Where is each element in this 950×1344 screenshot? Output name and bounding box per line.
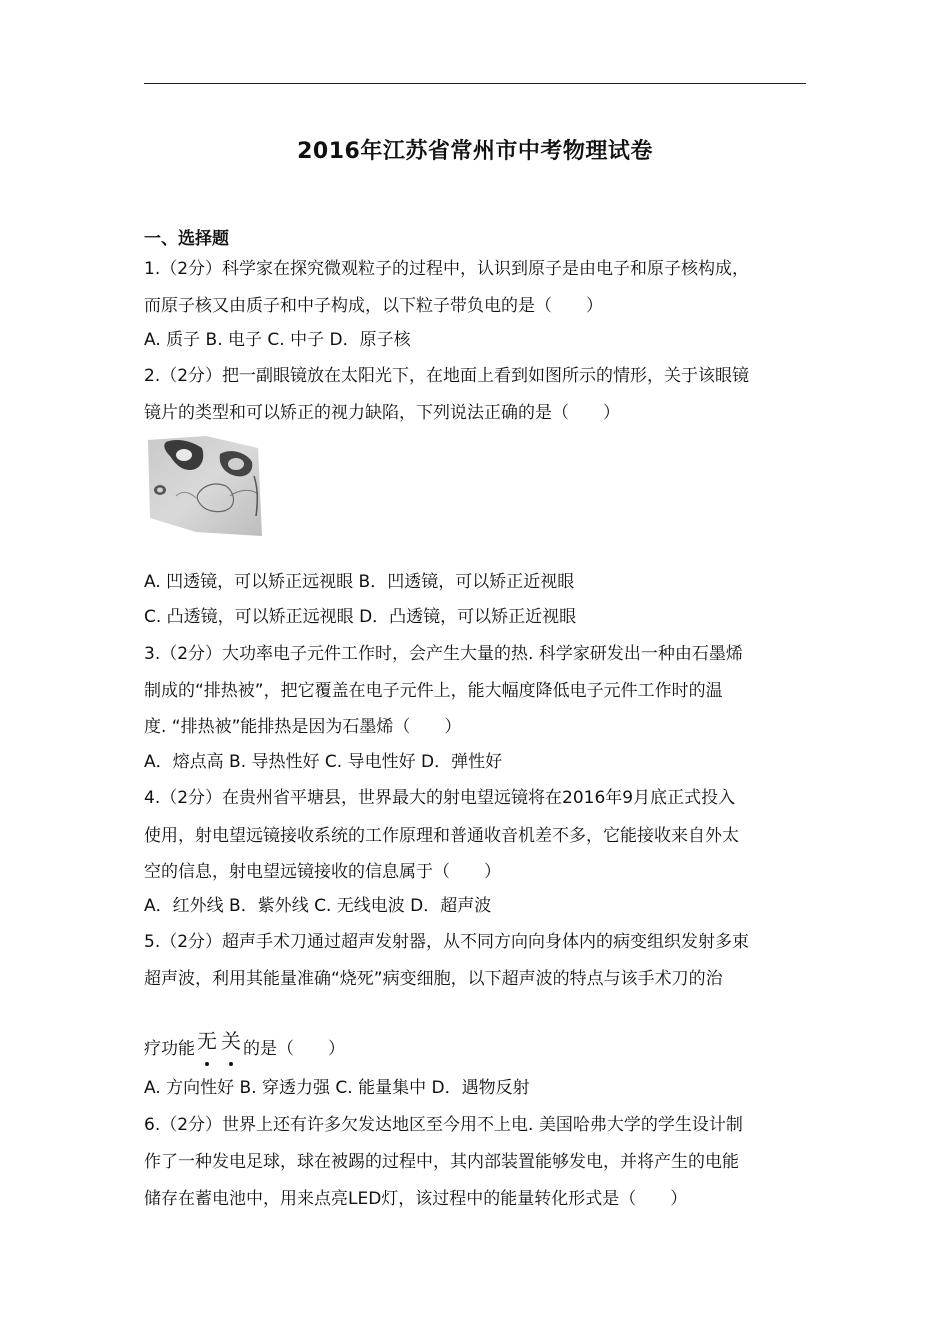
page-title: 2016年江苏省常州市中考物理试卷 xyxy=(297,139,653,164)
question-5-line-2: 超声波，利用其能量准确“烧死”病变细胞，以下超声波的特点与该手术刀的治 xyxy=(144,969,723,989)
question-5-line-1: 5.（2分）超声手术刀通过超声发射器，从不同方向向身体内的病变组织发射多束 xyxy=(144,932,750,952)
question-1-line-1: 1.（2分）科学家在探究微观粒子的过程中，认识到原子是由电子和原子核构成， xyxy=(144,259,750,279)
emphasis-dot xyxy=(229,1062,233,1066)
header-rule xyxy=(144,83,806,84)
emphasized-char-2: 关 xyxy=(221,1029,241,1053)
question-3-line-1: 3.（2分）大功率电子元件工作时，会产生大量的热. 科学家研发出一种由石墨烯 xyxy=(144,644,743,664)
question-6-line-2: 作了一种发电足球，球在被踢的过程中，其内部装置能够发电，并将产生的电能 xyxy=(144,1152,739,1172)
question-6-line-3: 储存在蓄电池中，用来点亮LED灯，该过程中的能量转化形式是（ ） xyxy=(144,1189,688,1209)
question-5-line-3 xyxy=(144,1030,809,1060)
emphasized-char-1: 无 xyxy=(197,1029,217,1053)
question-4-options: A．红外线 B．紫外线 C. 无线电波 D．超声波 xyxy=(144,896,492,916)
emphasized-word-1 xyxy=(197,1030,217,1052)
question-1-options: A. 质子 B. 电子 C. 中子 D．原子核 xyxy=(144,330,411,350)
question-3-line-2: 制成的“排热被”，把它覆盖在电子元件上，能大幅度降低电子元件工作时的温 xyxy=(144,681,723,701)
question-2-line-2: 镜片的类型和可以矫正的视力缺陷，下列说法正确的是（ ） xyxy=(144,403,620,423)
question-5-line-3-start: 疗功能 xyxy=(144,1039,195,1059)
question-2-line-1: 2.（2分）把一副眼镜放在太阳光下，在地面上看到如图所示的情形，关于该眼镜 xyxy=(144,366,750,386)
question-5-line-3-end: 的是（ ） xyxy=(243,1039,345,1059)
question-4-line-1: 4.（2分）在贵州省平塘县，世界最大的射电望远镜将在2016年9月底正式投入 xyxy=(144,788,736,808)
question-2-options-ab: A. 凹透镜，可以矫正远视眼 B．凹透镜，可以矫正近视眼 xyxy=(144,572,575,592)
question-5-options: A. 方向性好 B. 穿透力强 C. 能量集中 D．遇物反射 xyxy=(144,1078,530,1098)
glasses-shadow-photo xyxy=(146,436,264,539)
section-heading: 一、选择题 xyxy=(144,229,229,249)
emphasis-dot xyxy=(205,1062,209,1066)
question-3-line-3: 度. “排热被”能排热是因为石墨烯（ ） xyxy=(144,717,462,737)
question-4-line-2: 使用，射电望远镜接收系统的工作原理和普通收音机差不多，它能接收来自外太 xyxy=(144,826,739,846)
question-1-line-2: 而原子核又由质子和中子构成，以下粒子带负电的是（ ） xyxy=(144,296,603,316)
question-2-options-cd: C. 凸透镜，可以矫正远视眼 D．凸透镜，可以矫正近视眼 xyxy=(144,607,577,627)
question-4-line-3: 空的信息，射电望远镜接收的信息属于（ ） xyxy=(144,862,501,882)
question-6-line-1: 6.（2分）世界上还有许多欠发达地区至今用不上电. 美国哈弗大学的学生设计制 xyxy=(144,1115,743,1135)
question-3-options: A．熔点高 B. 导热性好 C. 导电性好 D．弹性好 xyxy=(144,752,503,772)
emphasized-word-2 xyxy=(221,1030,241,1052)
